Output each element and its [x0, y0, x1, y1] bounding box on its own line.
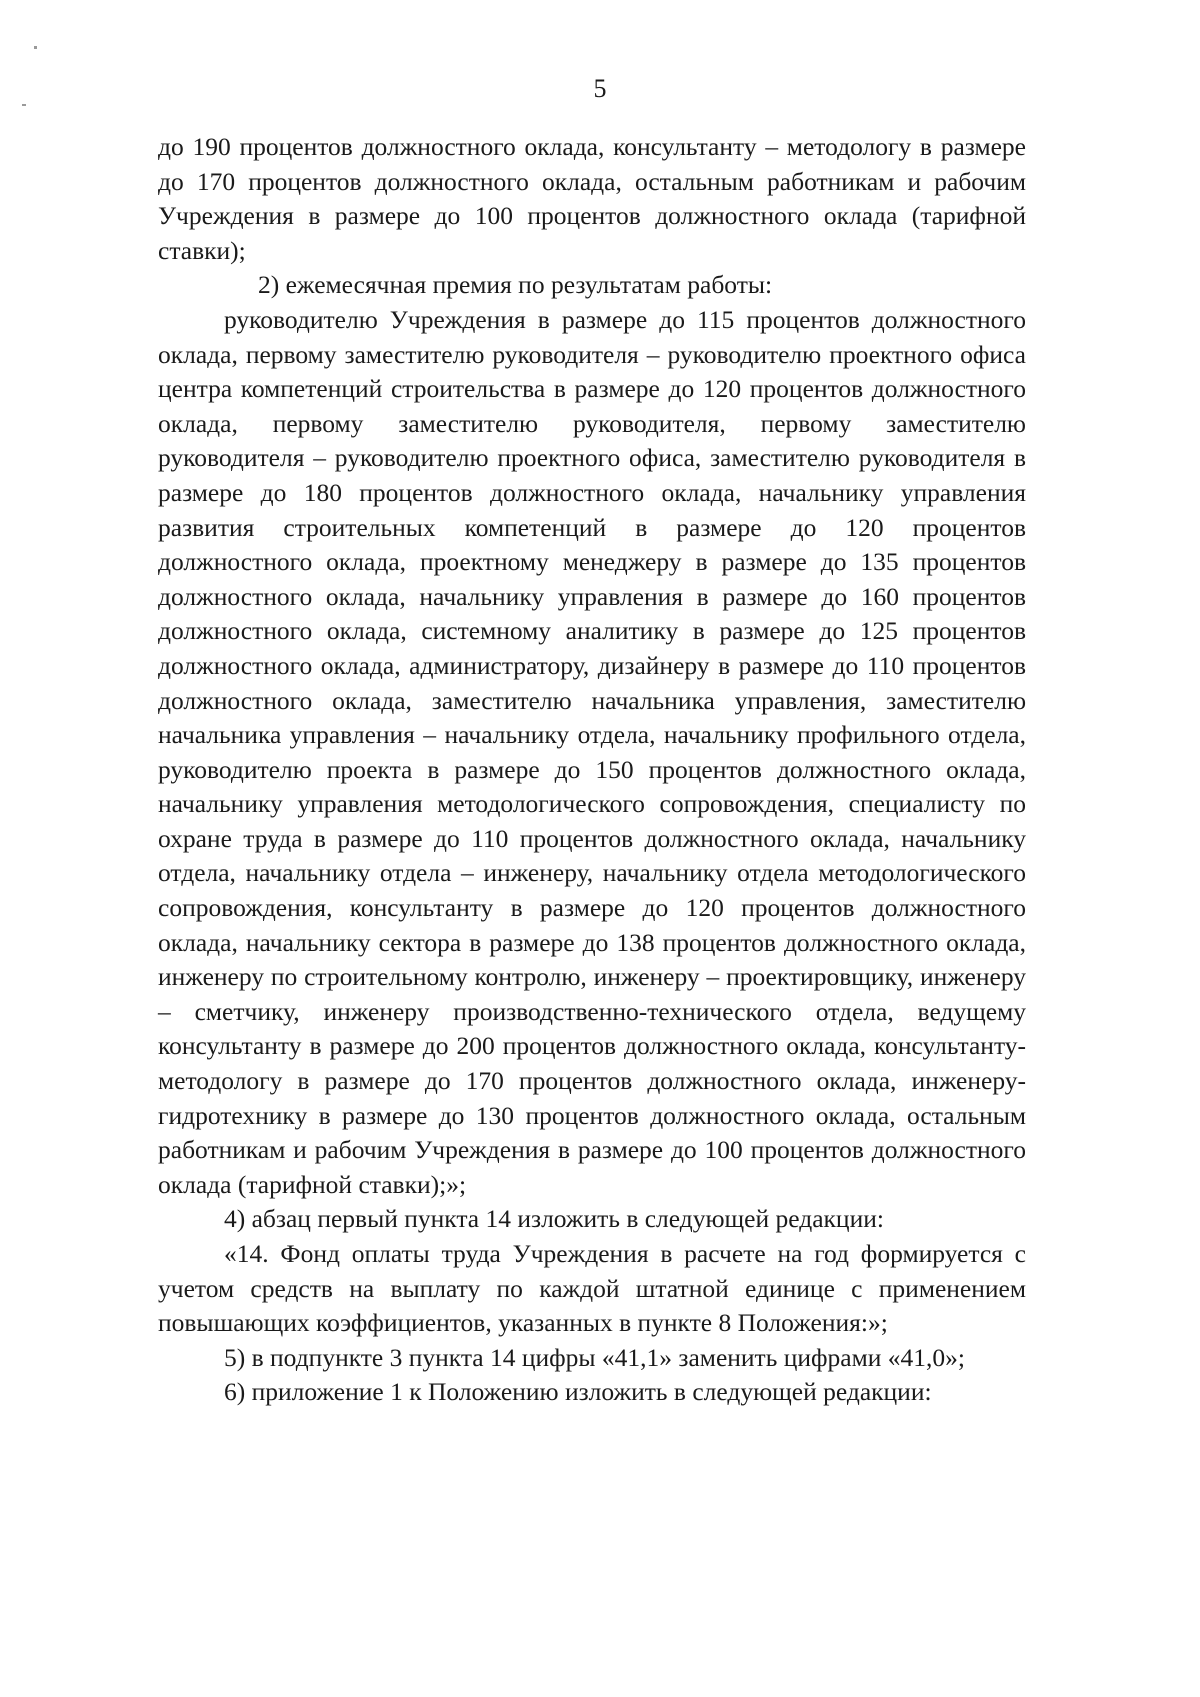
paragraph-fund-clause: «14. Фонд оплаты труда Учреждения в расчете на год формируется с учетом средств на выплату по каждой штатной единице с применением повышающих коэффициентов, указанных в пункте 8 Положения:»; — [158, 1239, 1026, 1338]
paragraph-item-2: 2) ежемесячная премия по результатам работы: — [258, 270, 773, 300]
document-body — [158, 130, 1026, 1410]
paragraph-item-5: 5) в подпункте 3 пункта 14 цифры «41,1» заменить цифрами «41,0»; — [224, 1342, 965, 1372]
scan-speck — [22, 104, 26, 106]
paragraph-bonus-details: руководителю Учреждения в размере до 115 процентов должностного оклада, первому заместителю руководителя – руководителю проектного офиса центра компетенций строительства в размере до 120 процентов должностного оклада, первому заместителю руководителя, первому заместителю руководителя – руководителю проектного офиса, заместителю руководителя в размере до 180 процентов должностного оклада, начальнику управления развития строительных компетенций в размере до 120 процентов должностного оклада, проектному менеджеру в размере до 135 процентов должностного оклада, начальнику управления в размере до 160 процентов должностного оклада, системному аналитику в размере до 125 процентов должностного оклада, администратору, дизайнеру в размере до 110 процентов должностного оклада, заместителю начальника управления, заместителю начальника управления – начальнику отдела, начальнику профильного отдела, руководителю проекта в размере до 150 процентов должностного оклада, начальнику управления методологического сопровождения, специалисту по охране труда в размере до 110 процентов должностного оклада, начальнику отдела, начальнику отдела – инженеру, начальнику отдела методологического сопровождения, консультанту в размере до 120 процентов должностного оклада, начальнику сектора в размере до 138 процентов должностного оклада, инженеру по строительному контролю, инженеру – проектировщику, инженеру – сметчику, инженеру производственно-технического отдела, ведущему консультанту в размере до 200 процентов должностного оклада, консультанту-методологу в размере до 170 процентов должностного оклада, инженеру-гидротехнику в размере до 130 процентов должностного оклада, остальным работникам и рабочим Учреждения в размере до 100 процентов должностного оклада (тарифной ставки);»; — [158, 304, 1026, 1199]
paragraph-item-4: 4) абзац первый пункта 14 изложить в следующей редакции: — [224, 1204, 884, 1234]
scan-speck — [34, 46, 37, 49]
page-number: 5 — [593, 74, 607, 103]
paragraph-continuation: до 190 процентов должностного оклада, консультанту – методологу в размере до 170 процентов должностного оклада, остальным работникам и рабочим Учреждения в размере до 100 процентов должностного оклада (тарифной ставки); — [158, 132, 1026, 265]
paragraph-item-6: 6) приложение 1 к Положению изложить в следующей редакции: — [224, 1377, 932, 1407]
